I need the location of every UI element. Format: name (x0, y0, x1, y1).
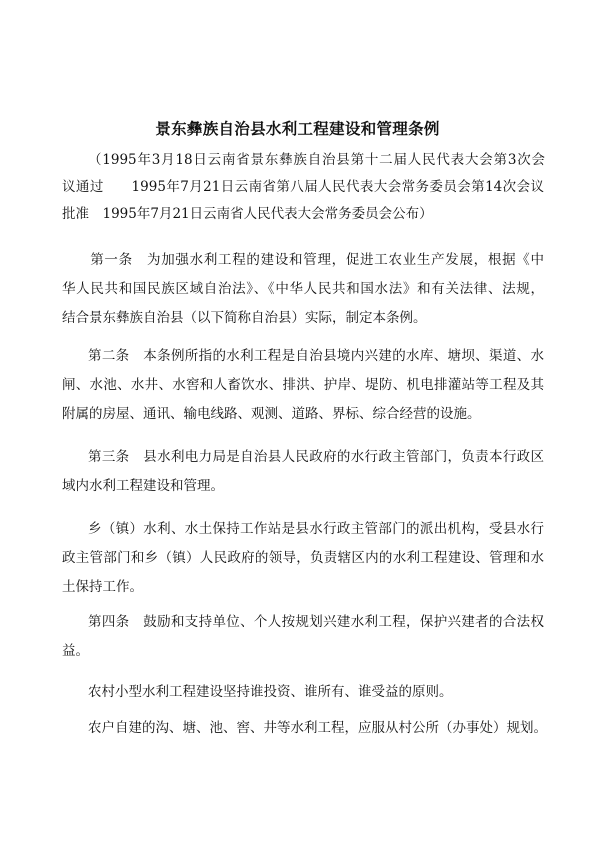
article-3-line: 域内水利工程建设和管理。 (62, 478, 224, 494)
preamble-line: 批准 1995年7月21日云南省人民代表大会常务委员会公布） (62, 206, 433, 222)
preamble-line: 议通过 1995年7月21日云南省第八届人民代表大会常务委员会第14次会议 (62, 179, 544, 195)
preamble-line: （1995年3月18日云南省景东彝族自治县第十二届人民代表大会第3次会 (88, 152, 545, 168)
article-1-line: 华人民共和国民族区域自治法》、《中华人民共和国水法》和有关法律、法规， (62, 281, 544, 297)
article-1-line: 结合景东彝族自治县（以下简称自治县）实际，制定本条例。 (62, 310, 427, 326)
paragraph-line: 乡（镇）水利、水土保持工作站是县水行政主管部门的派出机构，受县水行 (88, 521, 544, 537)
article-4-line: 益。 (62, 643, 89, 659)
article-2-line: 第二条 本条例所指的水利工程是自治县境内兴建的水库、塘坝、渠道、水 (88, 348, 544, 364)
article-1-line: 第一条 为加强水利工程的建设和管理，促进工农业生产发展，根据《中 (76, 252, 544, 268)
paragraph-line: 农村小型水利工程建设坚持谁投资、谁所有、谁受益的原则。 (88, 684, 453, 700)
article-3-line: 第三条 县水利电力局是自治县人民政府的水行政主管部门，负责本行政区 (88, 449, 544, 465)
article-2-line: 附属的房屋、通讯、输电线路、观测、道路、界标、综合经营的设施。 (62, 406, 481, 422)
paragraph-line: 土保持工作。 (62, 579, 143, 595)
paragraph-line: 政主管部门和乡（镇）人民政府的领导，负责辖区内的水利工程建设、管理和水 (62, 550, 544, 566)
document-title: 景东彝族自治县水利工程建设和管理条例 (155, 120, 440, 138)
article-4-line: 第四条 鼓励和支持单位、个人按规划兴建水利工程，保护兴建者的合法权 (88, 614, 544, 630)
paragraph-line: 农户自建的沟、塘、池、窖、井等水利工程，应服从村公所（办事处）规划。 (88, 720, 547, 736)
article-2-line: 闸、水池、水井、水窖和人畜饮水、排洪、护岸、堤防、机电排灌站等工程及其 (62, 377, 544, 393)
